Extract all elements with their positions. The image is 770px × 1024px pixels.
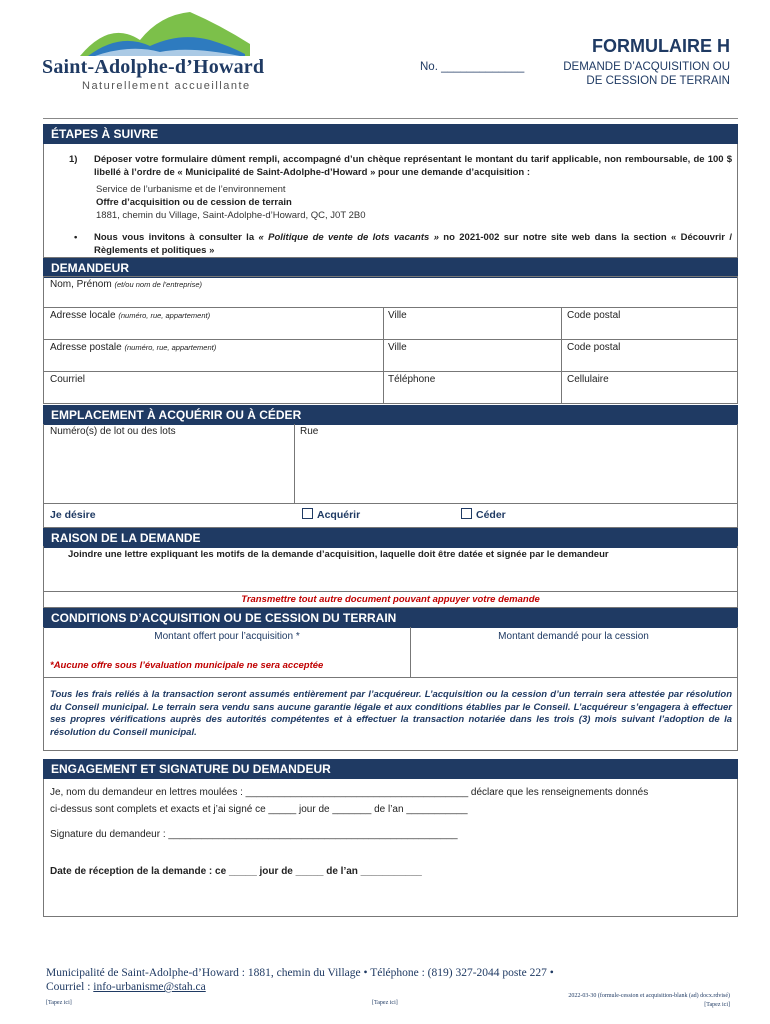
address-line2: Offre d’acquisition ou de cession de terrain — [96, 197, 292, 208]
offer-warning: *Aucune offre sous l’évaluation municipale ne sera acceptée — [50, 660, 324, 671]
steps-box — [43, 144, 738, 258]
logo-name: Saint-Adolphe-d’Howard — [42, 56, 265, 78]
footer-email: Courriel : info-urbanisme@stah.ca — [46, 981, 206, 993]
conditions-heading: CONDITIONS D’ACQUISITION OU DE CESSION DU TERRAIN — [43, 608, 738, 628]
applicant-box — [43, 276, 738, 404]
city-field[interactable]: Ville — [388, 310, 407, 321]
mountains-icon — [40, 10, 280, 60]
cellphone-field[interactable]: Cellulaire — [567, 374, 609, 385]
file-reference: 2022-03-30 (formule-cession et acquisition-blank (ad) docx.rdvisé) — [568, 993, 730, 999]
acquire-checkbox[interactable]: Acquérir — [302, 508, 360, 521]
form-title: FORMULAIRE H — [592, 36, 730, 56]
reception-date-field[interactable]: Date de réception de la demande : ce _____ jour de _____ de l’an ___________ — [50, 866, 422, 877]
local-address-field[interactable]: Adresse locale (numéro, rue, appartement) — [50, 310, 211, 321]
city2-field[interactable]: Ville — [388, 342, 407, 353]
engagement-box — [43, 779, 738, 917]
lot-numbers-field[interactable]: Numéro(s) de lot ou des lots — [50, 426, 176, 437]
placeholder-left[interactable]: [Tapez ici] — [46, 1000, 72, 1006]
name-field[interactable]: Nom, Prénom (et/ou nom de l’entreprise) — [50, 279, 203, 290]
footer-address: Municipalité de Saint-Adolphe-d’Howard : 1881, chemin du Village • Téléphone : (819) 327-2044 poste 227 • — [46, 967, 554, 979]
postal-code-field[interactable]: Code postal — [567, 310, 621, 321]
street-field[interactable]: Rue — [300, 426, 319, 437]
address-line3: 1881, chemin du Village, Saint-Adolphe-d’Howard, QC, J0T 2B0 — [96, 210, 366, 221]
form-subtitle-line1: DEMANDE D’ACQUISITION OU — [563, 61, 730, 73]
amount-requested-field[interactable]: Montant demandé pour la cession — [498, 631, 649, 642]
postal-code2-field[interactable]: Code postal — [567, 342, 621, 353]
address-line1: Service de l’urbanisme et de l’environnement — [96, 184, 286, 195]
applicant-heading: DEMANDEUR — [43, 258, 738, 278]
form-number-field[interactable]: No. _____________ — [420, 61, 525, 73]
policy-title: « Politique de vente de lots vacants » — [258, 232, 439, 243]
reason-box — [43, 546, 738, 608]
location-box — [43, 424, 738, 528]
cede-checkbox[interactable]: Céder — [461, 508, 506, 521]
email-field[interactable]: Courriel — [50, 374, 86, 385]
signature-field[interactable]: Signature du demandeur : ____________________________________________________ — [50, 829, 458, 840]
steps-heading: ÉTAPES À SUIVRE — [43, 124, 738, 144]
reason-heading: RAISON DE LA DEMANDE — [43, 528, 738, 548]
email-link[interactable]: info-urbanisme@stah.ca — [93, 981, 206, 993]
reason-note: Transmettre tout autre document pouvant appuyer votre demande — [241, 594, 540, 605]
checkbox-icon — [302, 508, 313, 519]
placeholder-middle[interactable]: [Tapez ici] — [372, 1000, 398, 1006]
step2-text: Nous vous invitons à consulter la « Politique de vente de lots vacants » no 2021-002 sur notre site web dans la section « Découvrir / Règlements et politiques » — [94, 232, 732, 256]
step1-number: 1) — [69, 154, 78, 165]
bullet: • — [74, 232, 78, 243]
step1-text: Déposer votre formulaire dûment rempli, accompagné d’un chèque représentant le montant du tarif applicable, non remboursable, de 100 $ libellé à l’ordre de « Municipalité de Saint-Adolphe-d’Howard » pour une demande d’acquisition : — [94, 154, 732, 178]
location-heading: EMPLACEMENT À ACQUÉRIR OU À CÉDER — [43, 405, 738, 425]
terms-text: Tous les frais reliés à la transaction seront assumés entièrement par l’acquéreur. L’acquisition ou la cession d’un terrain sera attestée par résolution du Conseil municipal. Le terrain sera vendu sans aucune garantie légale et aux conditions établies par le Conseil. L’acquéreur s’engagera à effectuer ses propres vérifications auprès des autorités compétentes et à effectuer la transaction notariée dans les trois (3) mois suivant l’adoption de la résolution du Conseil municipal. — [50, 689, 732, 738]
placeholder-right[interactable]: [Tapez ici] — [704, 1002, 730, 1008]
engagement-heading: ENGAGEMENT ET SIGNATURE DU DEMANDEUR — [43, 759, 738, 779]
form-subtitle-line2: DE CESSION DE TERRAIN — [586, 75, 730, 87]
header-divider — [43, 118, 738, 119]
logo-tagline: Naturellement accueillante — [82, 80, 251, 92]
phone-field[interactable]: Téléphone — [388, 374, 436, 385]
declaration-line1[interactable]: Je, nom du demandeur en lettres moulées : ________________________________________ déclare que les renseignements donnés — [50, 787, 649, 798]
amount-offered-field[interactable]: Montant offert pour l’acquisition * — [154, 631, 300, 642]
declaration-line2[interactable]: ci-dessus sont complets et exacts et j’ai signé ce _____ jour de _______ de l’an ___________ — [50, 804, 468, 815]
desire-label: Je désire — [50, 509, 96, 521]
conditions-box — [43, 627, 738, 751]
checkbox-icon — [461, 508, 472, 519]
postal-address-field[interactable]: Adresse postale (numéro, rue, appartement) — [50, 342, 217, 353]
reason-instruction: Joindre une lettre expliquant les motifs de la demande d’acquisition, laquelle doit être datée et signée par le demandeur — [68, 549, 609, 560]
